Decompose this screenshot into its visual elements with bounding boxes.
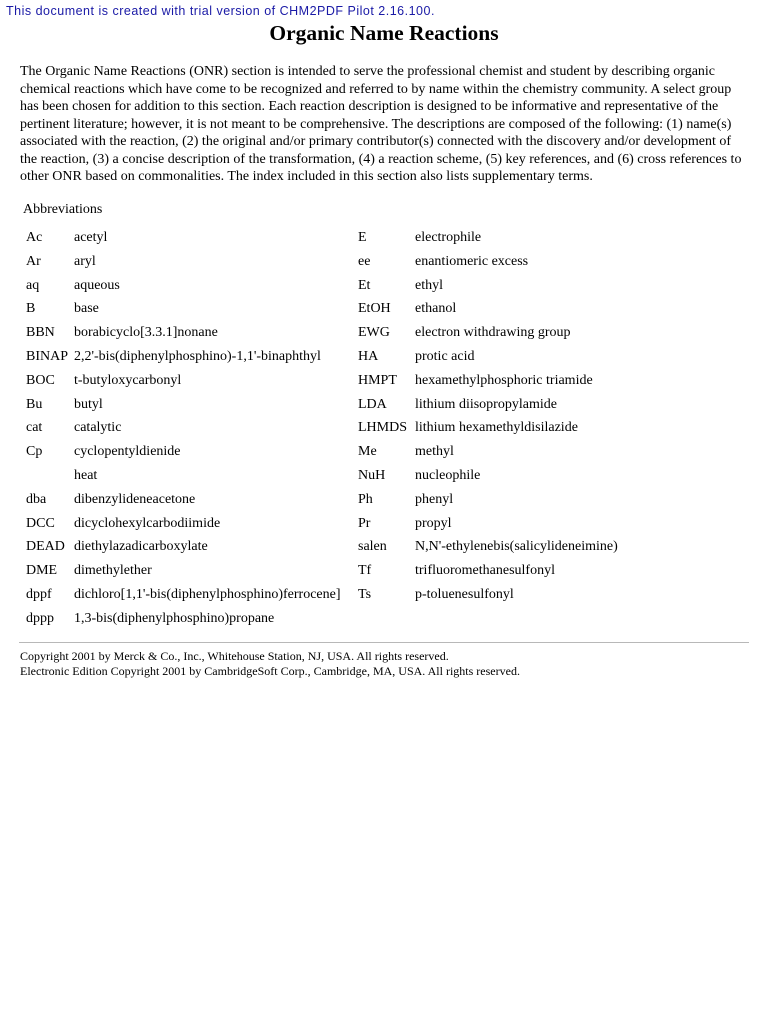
abbreviation-definition: N,N'-ethylenebis(salicylideneimine)	[415, 539, 618, 555]
footer-divider	[19, 642, 749, 643]
abbreviation-row	[26, 394, 746, 416]
abbreviation-definition: dimethylether	[74, 563, 152, 579]
abbreviation-definition: ethanol	[415, 301, 457, 317]
abbreviation-term: Bu	[26, 396, 43, 412]
abbreviation-term: BBN	[26, 325, 55, 341]
abbreviation-definition: methyl	[415, 444, 454, 460]
trial-version-banner: This document is created with trial version of CHM2PDF Pilot 2.16.100.	[6, 4, 435, 18]
abbreviation-term: Ac	[26, 230, 43, 245]
abbreviation-term: NuH	[358, 468, 386, 483]
abbreviation-row	[26, 417, 746, 439]
abbreviation-row	[26, 489, 746, 511]
abbreviation-row	[26, 251, 746, 273]
abbreviation-term: DEAD	[26, 539, 65, 555]
abbreviation-term: cat	[26, 420, 43, 436]
abbreviations-heading: Abbreviations	[23, 202, 103, 217]
abbreviation-definition: cyclopentyldienide	[74, 444, 181, 460]
abbreviation-term: dba	[26, 491, 47, 507]
abbreviation-definition: aryl	[74, 253, 96, 269]
abbreviation-row	[26, 322, 746, 344]
abbreviation-row	[26, 560, 746, 582]
abbreviation-definition: lithium diisopropylamide	[415, 396, 557, 412]
abbreviation-definition: 1,3-bis(diphenylphosphino)propane	[74, 610, 275, 626]
abbreviation-definition: diethylazadicarboxylate	[74, 539, 208, 555]
abbreviation-term: dppp	[26, 610, 54, 626]
abbreviation-definition: trifluoromethanesulfonyl	[415, 563, 555, 579]
abbreviation-term: DME	[26, 563, 58, 579]
abbreviation-term: HMPT	[358, 372, 397, 388]
abbreviation-term: Cp	[26, 444, 43, 460]
abbreviation-row	[26, 608, 746, 630]
copyright-line: Electronic Edition Copyright 2001 by CambridgeSoft Corp., Cambridge, MA, USA. All rights reserved.	[20, 664, 520, 678]
abbreviation-definition: ethyl	[415, 277, 443, 293]
abbreviation-term: Me	[358, 444, 377, 460]
abbreviation-term: DCC	[26, 515, 55, 531]
abbreviation-term: Ar	[26, 253, 41, 269]
abbreviation-row	[26, 513, 746, 535]
abbreviation-definition: nucleophile	[415, 468, 481, 483]
abbreviation-definition: 2,2'-bis(diphenylphosphino)-1,1'-binaphthyl	[74, 349, 321, 364]
abbreviation-term: salen	[358, 539, 387, 555]
abbreviation-definition: catalytic	[74, 420, 122, 436]
abbreviation-definition: borabicyclo[3.3.1]nonane	[74, 325, 218, 341]
abbreviation-term: E	[358, 230, 367, 245]
abbreviation-term: HA	[358, 349, 379, 364]
abbreviation-row	[26, 584, 746, 606]
abbreviation-term: B	[26, 301, 36, 317]
abbreviation-term: EtOH	[358, 301, 391, 317]
abbreviation-definition: enantiomeric excess	[415, 253, 529, 269]
abbreviation-term: dppf	[26, 587, 52, 602]
intro-paragraph: The Organic Name Reactions (ONR) section is intended to serve the professional chemist and student by describing organic chemical reactions which have come to be recognized and referred to by name within the chemistry community. A select group has been chosen for addition to this section. Each reaction description is designed to be informative and representative of the pertinent literature; however, it is not meant to be comprehensive. The descriptions are composed of the following: (1) name(s) associated with the reaction, (2) the original and/or primary contributor(s) connected with the discovery and/or development of the reaction, (3) a concise description of the transformation, (4) a reaction scheme, (5) key references, and (6) cross references to other ONR based on commonalities. The index included in this section also lists supplementary terms.	[20, 64, 742, 184]
abbreviation-definition: aqueous	[74, 277, 120, 293]
abbreviation-row	[26, 227, 746, 249]
abbreviation-definition: heat	[74, 468, 98, 483]
abbreviation-definition: phenyl	[415, 491, 454, 507]
abbreviation-definition: p-toluenesulfonyl	[415, 587, 514, 602]
copyright-notice	[20, 649, 520, 679]
abbreviation-definition: butyl	[74, 396, 103, 412]
abbreviation-term: Et	[358, 277, 371, 293]
abbreviation-row	[26, 275, 746, 297]
page-title: Organic Name Reactions	[269, 21, 499, 45]
abbreviation-definition: dibenzylideneacetone	[74, 491, 196, 507]
abbreviation-term: Tf	[358, 563, 372, 579]
abbreviation-row	[26, 370, 746, 392]
abbreviation-definition: propyl	[415, 515, 452, 531]
abbreviation-term: ee	[358, 253, 371, 269]
abbreviation-definition: dichloro[1,1'-bis(diphenylphosphino)ferrocene]	[74, 587, 341, 602]
copyright-line: Copyright 2001 by Merck & Co., Inc., Whitehouse Station, NJ, USA. All rights reserved.	[20, 649, 449, 663]
abbreviation-term: Ph	[358, 491, 373, 507]
abbreviation-definition: electron withdrawing group	[415, 325, 571, 341]
abbreviation-term: LDA	[358, 396, 387, 412]
abbreviation-term: Pr	[358, 515, 371, 531]
abbreviations-table	[26, 227, 746, 631]
abbreviation-term: Ts	[358, 587, 372, 602]
abbreviation-definition: dicyclohexylcarbodiimide	[74, 515, 221, 531]
abbreviation-definition: lithium hexamethyldisilazide	[415, 420, 578, 436]
abbreviation-definition: hexamethylphosphoric triamide	[415, 372, 593, 388]
abbreviation-definition: electrophile	[415, 230, 482, 245]
abbreviation-row	[26, 465, 746, 487]
abbreviation-definition: protic acid	[415, 349, 475, 364]
abbreviation-definition: base	[74, 301, 99, 317]
abbreviation-row	[26, 346, 746, 368]
abbreviation-row	[26, 536, 746, 558]
abbreviation-term: BOC	[26, 372, 55, 388]
abbreviation-term: EWG	[358, 325, 390, 341]
abbreviation-definition: t-butyloxycarbonyl	[74, 372, 182, 388]
abbreviation-term: BINAP	[26, 349, 69, 364]
abbreviation-term: aq	[26, 277, 40, 293]
abbreviation-term: LHMDS	[358, 420, 408, 436]
abbreviation-row	[26, 441, 746, 463]
abbreviation-row	[26, 298, 746, 320]
abbreviation-definition: acetyl	[74, 230, 108, 245]
